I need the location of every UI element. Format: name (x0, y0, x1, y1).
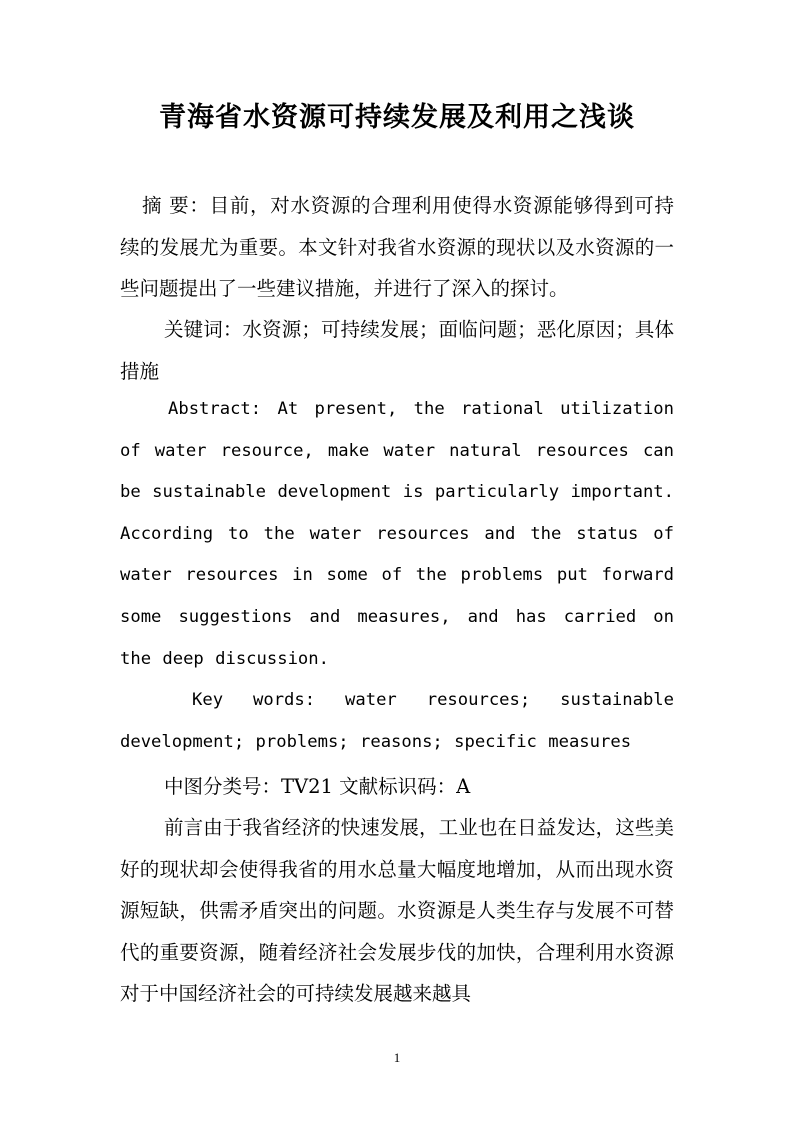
intro-paragraph: 前言由于我省经济的快速发展，工业也在日益发达，这些美好的现状却会使得我省的用水总量大幅度地增加，从而出现水资源短缺，供需矛盾突出的问题。水资源是人类生存与发展不可替代的重要资源，随着经济社会发展步伐的加快，合理利用水资源对于中国经济社会的可持续发展越来越具 (120, 816, 674, 1006)
classification-line: 中图分类号：TV21 文献标识码：A (164, 775, 471, 798)
abstract-cn: 摘 要：目前，对水资源的合理利用使得水资源能够得到可持续的发展尤为重要。本文针对我省水资源的现状以及水资源的一些问题提出了一些建议措施，并进行了深入的探讨。 (120, 194, 674, 301)
keywords-cn: 关键词：水资源；可持续发展；面临问题；恶化原因；具体措施 (120, 318, 674, 383)
document-title: 青海省水资源可持续发展及利用之浅谈 (159, 102, 635, 133)
page-number: 1 (393, 1050, 401, 1065)
keywords-en: Key words: water resources; sustainable development; problems; reasons; specific measures (120, 690, 674, 752)
abstract-en: Abstract: At present, the rational utilization of water resource, make water natural resources can be sustainable development is particularly important. According to the water resources and the status of water resources in some of the problems put forward some suggestions and measures, and has carried on the deep discussion. (120, 399, 674, 669)
